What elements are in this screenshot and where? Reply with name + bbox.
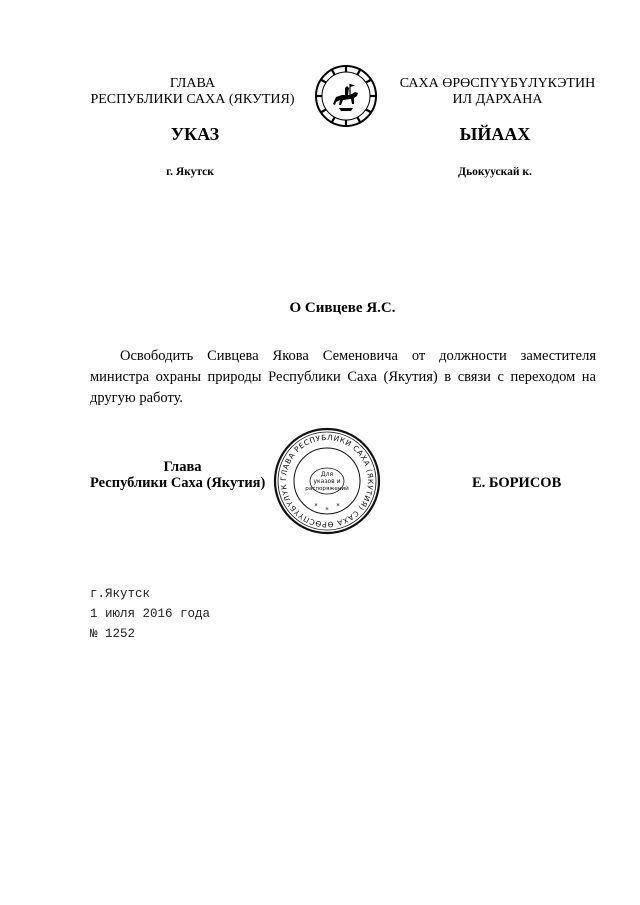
registration-date: 1 июля 2016 года	[90, 607, 211, 621]
header-right	[390, 76, 605, 108]
header-left	[80, 76, 305, 108]
document-type-sah: ЫЙААХ	[459, 124, 531, 144]
svg-text:*: *	[314, 502, 318, 510]
document-subject: О Сивцеве Я.С.	[289, 300, 396, 316]
stamp-center-line3: распоряжений	[305, 486, 349, 492]
stamp-center-line1: Для	[320, 471, 334, 478]
place-ru: г. Якутск	[166, 166, 214, 178]
document-body: Освободить Сивцева Якова Семеновича от должности заместителя министра охраны природы Республики Саха (Якутия) в связи с переходом на другую работу.	[90, 348, 596, 406]
header-left-line2: РЕСПУБЛИКИ САХА (ЯКУТИЯ)	[90, 92, 295, 107]
stamp-ring-text: ГЛАВА РЕСПУБЛИКИ САХА (ЯКУТИЯ) САХА ӨРӨСПҮҮБҮЛҮК	[278, 432, 376, 530]
signatory-title-line1: Глава	[163, 459, 202, 475]
registration-city: г.Якутск	[90, 587, 151, 601]
header-right-line1: САХА ӨРӨСПҮҮБҮЛҮКЭТИН	[399, 76, 596, 91]
place-sah: Дьокуускай к.	[458, 166, 532, 178]
stamp-center-line2: указов и	[313, 478, 341, 485]
header-right-line2: ИЛ ДАРХАНА	[452, 92, 543, 107]
registration-number: № 1252	[90, 627, 136, 641]
signatory-title-line2: Республики Саха (Якутия)	[90, 475, 266, 491]
svg-text:*: *	[336, 502, 340, 510]
coat-of-arms-emblem	[314, 64, 378, 128]
registration-block	[90, 584, 290, 644]
header-left-line1: ГЛАВА	[169, 76, 216, 91]
emblem-icon	[314, 64, 378, 128]
document-type-ru: УКАЗ	[170, 124, 220, 144]
svg-text:*: *	[325, 506, 329, 514]
signatory-name: Е. БОРИСОВ	[472, 475, 562, 491]
